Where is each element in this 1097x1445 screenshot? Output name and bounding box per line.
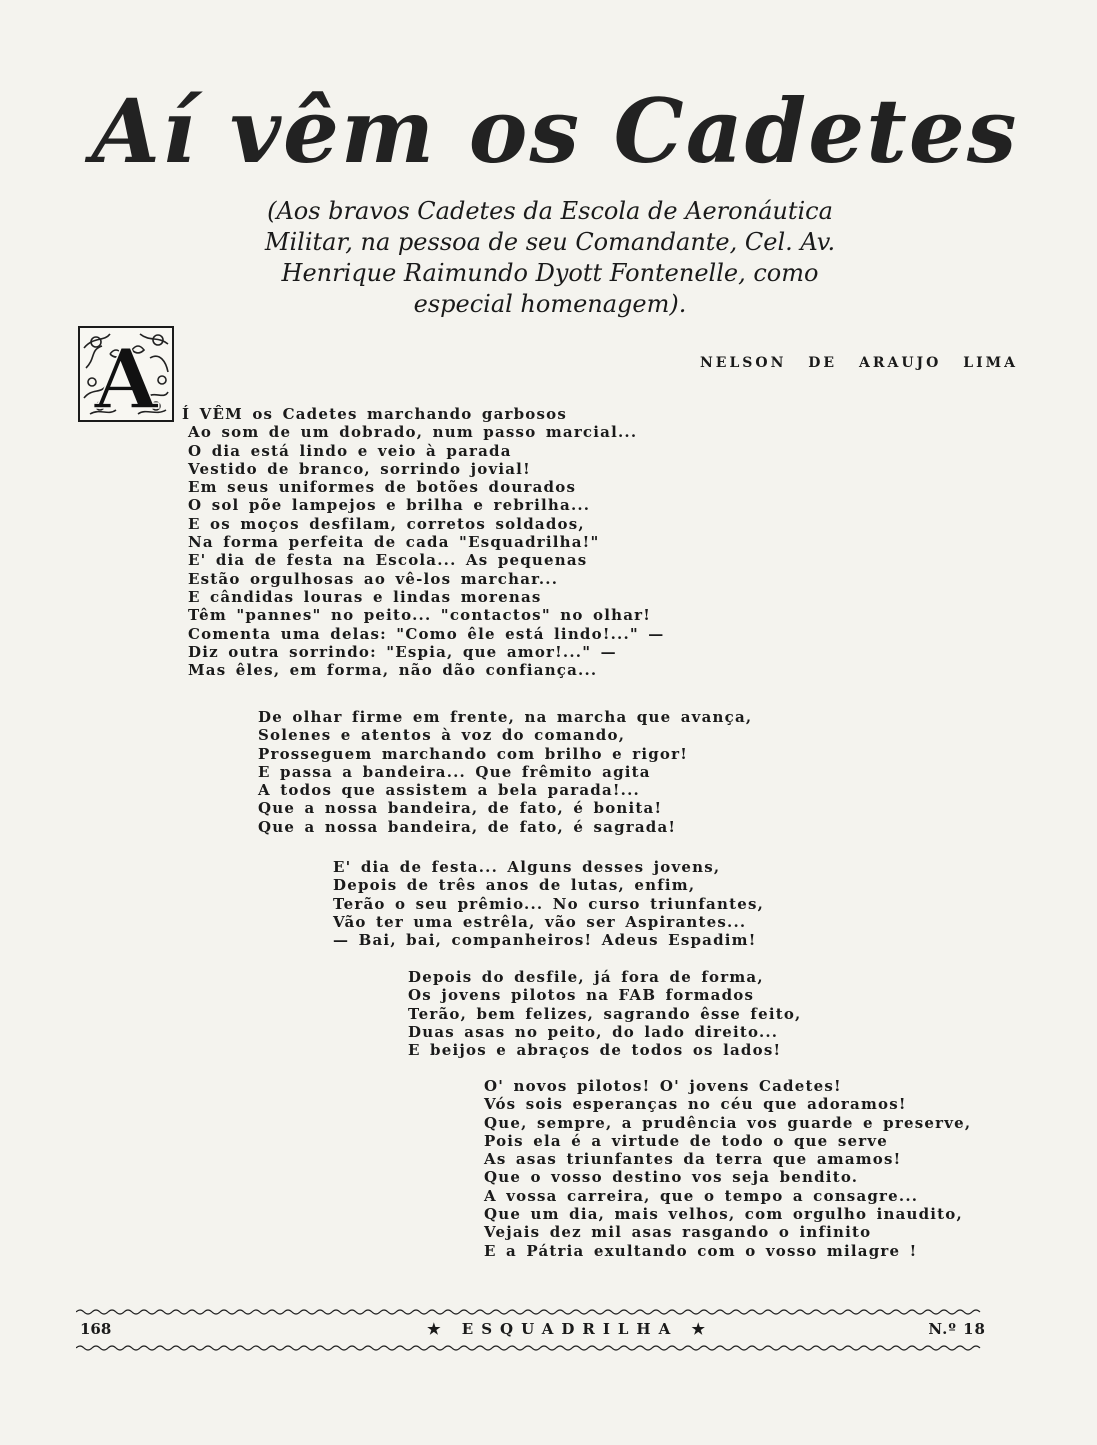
magazine-name: ★ ESQUADRILHA ★ — [427, 1320, 713, 1338]
poem-line: Depois do desfile, já fora de forma, — [408, 968, 764, 986]
poem-line: As asas triunfantes da terra que amamos! — [484, 1150, 902, 1169]
poem-line: Que a nossa bandeira, de fato, é bonita! — [258, 799, 663, 818]
poem-line: Mas êles, em forma, não dão confiança... — [188, 661, 598, 680]
floral-ornament-icon — [80, 328, 172, 420]
issue-number: N.º 18 — [928, 1320, 986, 1338]
poem-line: Que, sempre, a prudência vos guarde e preserve, — [484, 1113, 972, 1132]
poem-line: Vão ter uma estrêla, vão ser Aspirantes... — [333, 912, 747, 931]
ornamental-drop-cap — [78, 326, 174, 422]
poem-line: A todos que assistem a bela parada!... — [258, 781, 640, 800]
poem-line: Na forma perfeita de cada "Esquadrilha!" — [188, 533, 600, 552]
poem-line: Que o vosso destino vos seja bendito. — [484, 1168, 859, 1187]
dedication-line: Militar, na pessoa de seu Comandante, Cel. Av. — [264, 228, 836, 256]
footer-wave-divider — [76, 1308, 1004, 1316]
poem-line: Terão o seu prêmio... No curso triunfantes, — [333, 894, 765, 913]
poem-line: Os jovens pilotos na FAB formados — [408, 986, 755, 1005]
poem-line: Têm "pannes" no peito... "contactos" no olhar! — [188, 606, 652, 625]
poem-line: Terão, bem felizes, sagrando êsse feito, — [408, 1004, 802, 1023]
dedication — [190, 196, 910, 320]
dedication-line: especial homenagem). — [413, 290, 687, 318]
poem-line: Pois ela é a virtude de todo o que serve — [484, 1131, 888, 1150]
poem-line: De olhar firme em frente, na marcha que avança, — [258, 708, 753, 726]
poem-line: A vossa carreira, que o tempo a consagre... — [484, 1186, 919, 1205]
poem-line: E beijos e abraços de todos os lados! — [408, 1041, 782, 1060]
poem-line: Duas asas no peito, do lado direito... — [408, 1022, 779, 1041]
poem-line: Vejais dez mil asas rasgando o infinito — [484, 1223, 872, 1242]
poem-stanza-5 — [484, 1077, 971, 1260]
dedication-line: Henrique Raimundo Dyott Fontenelle, como — [281, 259, 819, 287]
footer-wave-divider — [76, 1344, 1004, 1352]
poem-line: O sol põe lampejos e brilha e rebrilha... — [188, 496, 591, 515]
poem-line: E cândidas louras e lindas morenas — [188, 587, 542, 606]
poem-line: O' novos pilotos! O' jovens Cadetes! — [484, 1077, 842, 1095]
poem-line: Depois de três anos de lutas, enfim, — [333, 876, 696, 895]
page-footer — [80, 1320, 1000, 1344]
poem-line: Comenta uma delas: "Como êle está lindo!..." — — [188, 624, 665, 643]
poem-stanza-3 — [333, 858, 764, 949]
poem-line: Í VÊM os Cadetes marchando garbosos — [182, 405, 568, 423]
drop-cap-letter: A — [94, 332, 158, 420]
poem-line: Vestido de branco, sorrindo jovial! — [188, 459, 531, 478]
poem-line: Vós sois esperanças no céu que adoramos! — [484, 1095, 907, 1114]
poem-line: E' dia de festa na Escola... As pequenas — [188, 551, 588, 570]
poem-line: E a Pátria exultando com o vosso milagre ! — [484, 1241, 918, 1260]
poem-line: O dia está lindo e veio à parada — [188, 441, 512, 460]
author-name: NELSON DE ARAUJO LIMA — [700, 355, 1018, 371]
poem-line: — Bai, bai, companheiros! Adeus Espadim! — [333, 931, 757, 950]
poem-line: Que um dia, mais velhos, com orgulho inaudito, — [484, 1205, 963, 1224]
page-number: 168 — [80, 1320, 112, 1338]
poem-line: E os moços desfilam, corretos soldados, — [188, 514, 585, 533]
poem-line: Ao som de um dobrado, num passo marcial... — [188, 423, 638, 442]
poem-line: Em seus uniformes de botões dourados — [188, 478, 577, 497]
poem-line: Estão orgulhosas ao vê-los marchar... — [188, 569, 559, 588]
poem-line: Solenes e atentos à voz do comando, — [258, 726, 626, 745]
poem-line: E' dia de festa... Alguns desses jovens, — [333, 858, 721, 876]
poem-stanza-1 — [182, 405, 665, 679]
poem-line: Prosseguem marchando com brilho e rigor! — [258, 744, 689, 763]
page-title: Aí vêm os Cadetes — [91, 79, 1019, 183]
dedication-line: (Aos bravos Cadetes da Escola de Aeronáutica — [267, 197, 833, 225]
poem-line: Diz outra sorrindo: "Espia, que amor!..." — — [188, 642, 617, 661]
poem-line: Que a nossa bandeira, de fato, é sagrada! — [258, 817, 677, 836]
poem-line: E passa a bandeira... Que frêmito agita — [258, 762, 651, 781]
poem-stanza-2 — [258, 708, 752, 836]
poem-stanza-4 — [408, 968, 801, 1059]
